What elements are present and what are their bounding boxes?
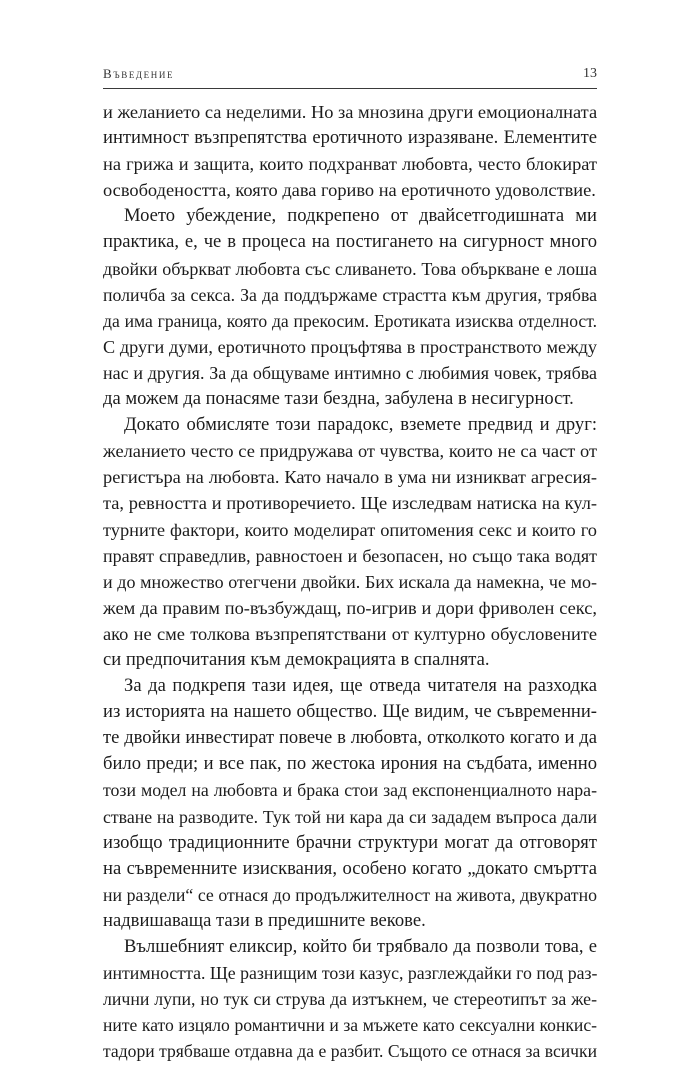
text-line: Вълшебният еликсир, който би трябвало да позволи това, е [124, 936, 597, 957]
text-line: лични лупи, но тук си струва да изтъкнем, че стереотипът за же- [103, 989, 597, 1010]
text-line: стване на разводите. Тук той ни кара да си зададем въпроса дали [103, 806, 597, 827]
text-line: този модел на любовта и брака стои зад експоненциалното нара- [103, 780, 597, 801]
header-rule [103, 88, 597, 89]
text-line: желанието често се придружава от чувства, които не са част от [103, 441, 597, 462]
text-line: на грижа и защита, които подхранват любовта, често блокират [103, 154, 597, 175]
text-line: да има граница, която да прекосим. Еротиката изисква отделност. [103, 310, 597, 331]
text-line: и желанието са неделими. Но за мнозина други емоционалната [103, 102, 598, 122]
text-line: да можем да понасяме тази бездна, забулена в несигурност. [103, 388, 574, 410]
text-line: правят справедлив, равностоен и безопасен, но също така водят [103, 545, 597, 566]
text-line: двойки объркват любовта със сливането. Това объркване е лоша [103, 258, 597, 279]
text-line: тадори трябваше отдавна да е разбит. Същото се отнася за всички [103, 1041, 597, 1062]
running-head [103, 66, 597, 86]
text-line: интимност възпрепятства еротичното изразяване. Елементите [103, 127, 597, 149]
text-line: ните като изцяло романтични и за мъжете като сексуални конкис- [103, 1015, 597, 1036]
text-line: из историята на нашето общество. Ще видим, че съвременни- [103, 701, 597, 723]
text-line: турните фактори, които моделират опитомения секс и които го [103, 519, 597, 540]
text-line: регистъра на любовта. Като начало в ума ни изникват агресия- [103, 467, 597, 488]
text-line: Докато обмисляте този парадокс, вземете предвид и друг: [124, 414, 597, 436]
section-title: Въведение [103, 66, 175, 81]
text-line: изобщо традиционните брачни структури могат да отговорят [103, 831, 597, 853]
body-text [103, 99, 597, 1064]
text-line: на съвременните изисквания, особено когато „докато смъртта [103, 857, 597, 879]
text-line: жем да правим по-възбуждащ, по-игрив и дори фриволен секс, [103, 597, 597, 618]
text-line: та, ревността и противоречието. Ще изследвам натиска на кул- [103, 493, 597, 514]
text-line: надвишаваща тази в предишните векове. [103, 909, 426, 931]
text-line: нас и другия. За да общуваме интимно с любимия човек, трябва [103, 362, 597, 383]
text-line: Моето убеждение, подкрепено от двайсетгодишната ми [124, 205, 597, 227]
text-line: и до множество отегчени двойки. Бих искала да намекна, че мо- [103, 571, 597, 592]
text-line: ако не сме толкова възпрепятствани от културно обусловените [103, 623, 597, 644]
text-line: освободеността, която дава гориво на еротичното удоволствие. [103, 180, 596, 201]
text-line: За да подкрепя тази идея, ще отведа читателя на разходка [124, 675, 597, 697]
text-line: практика, е, че в процеса на постигането на сигурност много [103, 231, 597, 253]
text-line: интимността. Ще разнищим този казус, разглеждайки го под раз- [103, 963, 598, 984]
text-line: било преди; и все пак, по жестока ирония на съдбата, именно [103, 753, 597, 775]
text-line: С други думи, еротичното процъфтява в пространството между [103, 336, 597, 357]
text-line: си предпочитания към демокрацията в спалнята. [103, 648, 490, 670]
page-number: 13 [583, 66, 597, 81]
text-line: ни раздели“ се отнася до продължителност на живота, двукратно [103, 884, 597, 905]
text-line: те двойки инвестират повече в любовта, отколкото когато и да [103, 727, 597, 749]
text-line: поличба за секса. За да поддържаме страстта към другия, трябва [103, 284, 597, 305]
